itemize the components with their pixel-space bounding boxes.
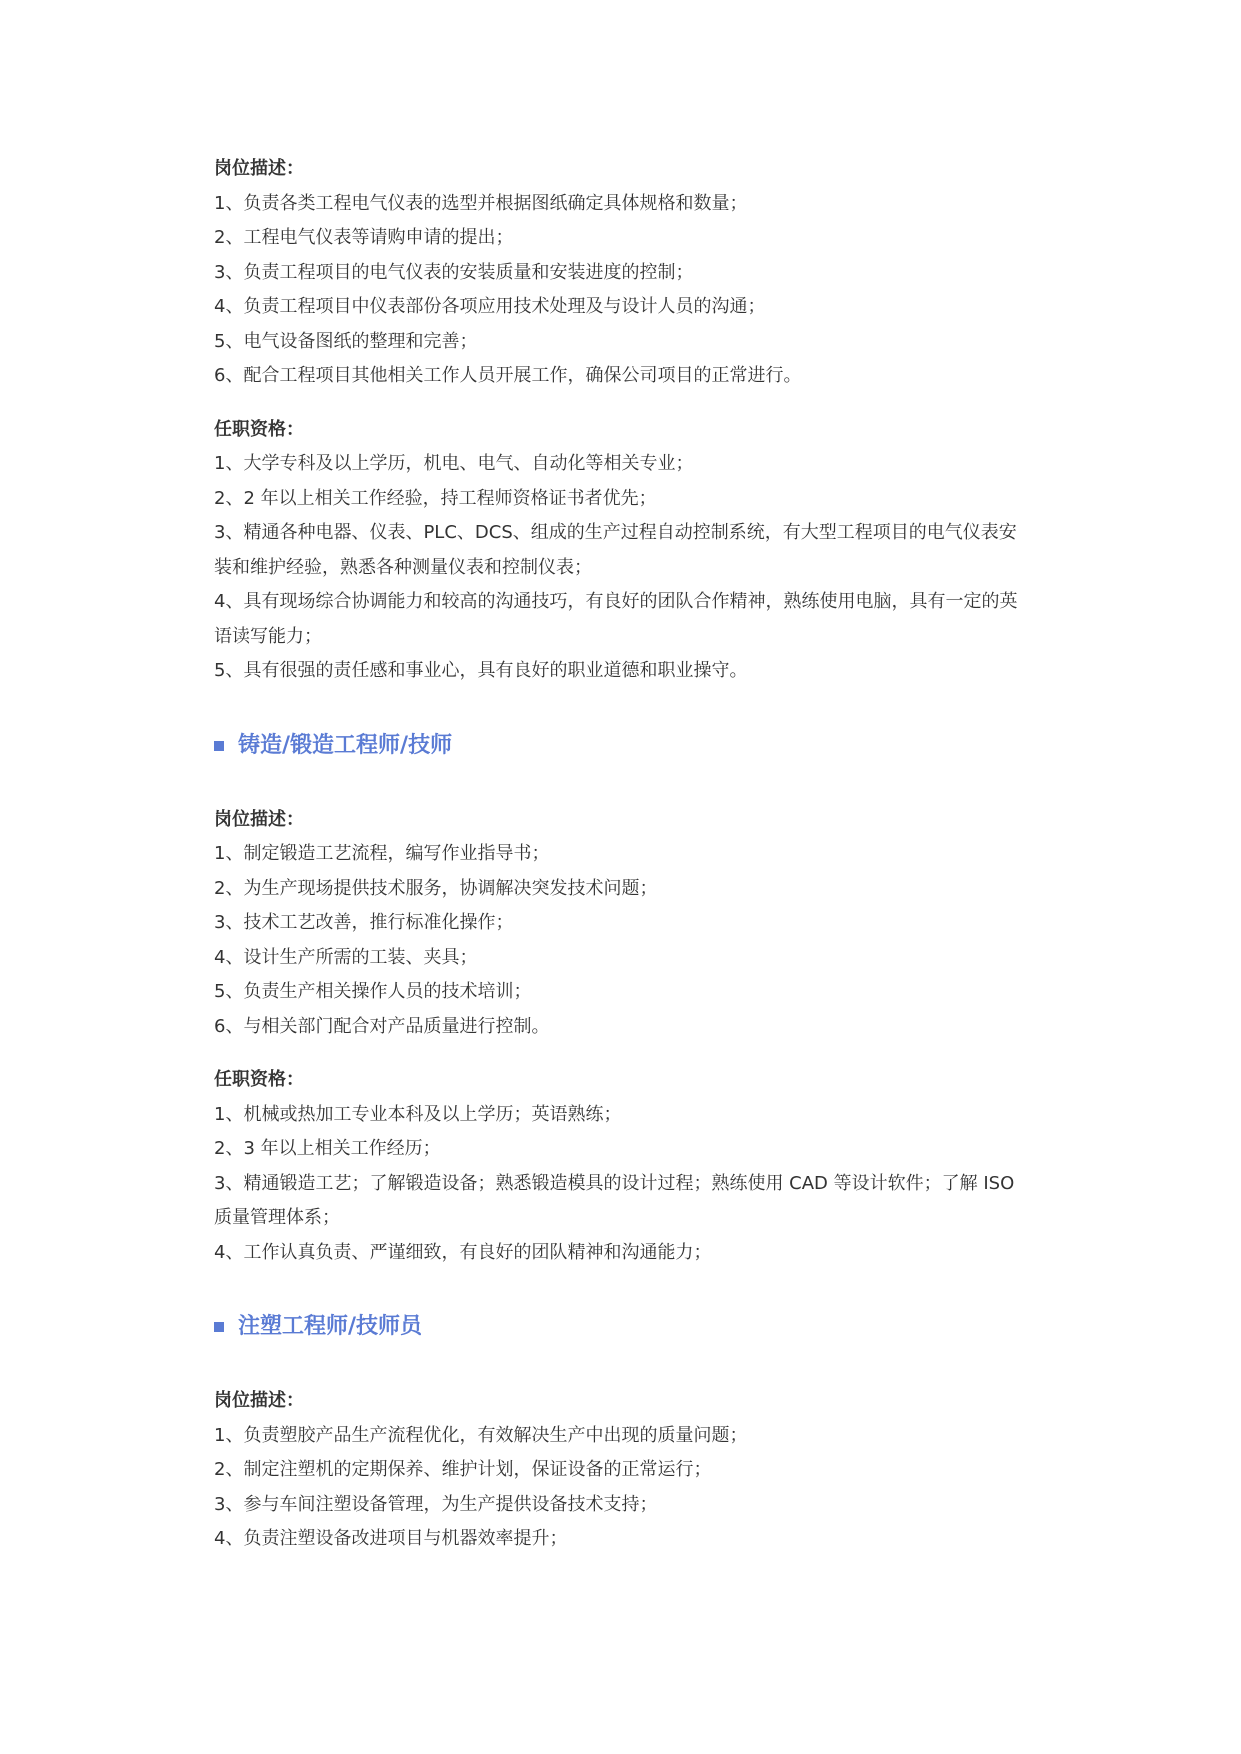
list-item: 4、负责注塑设备改进项目与机器效率提升； [214,1528,568,1549]
list-item: 6、与相关部门配合对产品质量进行控制。 [214,1015,550,1037]
qualifications-label: 任职资格： [214,418,304,440]
list-item: 1、制定锻造工艺流程，编写作业指导书； [214,843,550,864]
list-item: 5、具有很强的责任感和事业心，具有良好的职业道德和职业操守。 [214,660,748,681]
list-item: 3、负责工程项目的电气仪表的安装质量和安装进度的控制； [214,261,694,283]
list-item: 5、负责生产相关操作人员的技术培训； [214,981,532,1002]
qualifications-label: 任职资格： [214,1069,304,1090]
job-title-heading [214,1312,1024,1342]
list-item: 4、设计生产所需的工装、夹具； [214,946,478,968]
section-injection-molding-engineer [214,1312,1024,1557]
list-item: 6、配合工程项目其他相关工作人员开展工作，确保公司项目的正常进行。 [214,365,802,386]
list-item: 3、参与车间注塑设备管理，为生产提供设备技术支持； [214,1493,658,1515]
job-description-label: 岗位描述： [214,808,304,830]
list-item: 3、技术工艺改善，推行标准化操作； [214,912,514,933]
section-electrical-instrument [214,152,1024,689]
list-item: 2、制定注塑机的定期保养、维护计划，保证设备的正常运行； [214,1459,712,1480]
job-title-text: 铸造/锻造工程师/技师 [238,732,453,758]
list-item: 4、具有现场综合协调能力和较高的沟通技巧，有良好的团队合作精神，熟练使用电脑，具有一定的英语读写能力； [214,591,1018,647]
list-item: 2、3 年以上相关工作经历； [214,1138,441,1159]
list-item: 2、工程电气仪表等请购申请的提出； [214,227,514,248]
list-item: 4、负责工程项目中仪表部份各项应用技术处理及与设计人员的沟通； [214,296,766,317]
section-forging-engineer [214,731,1024,1271]
list-item: 2、2 年以上相关工作经验，持工程师资格证书者优先； [214,487,657,509]
job-title-heading [214,731,1024,761]
list-item: 3、精通锻造工艺；了解锻造设备；熟悉锻造模具的设计过程；熟练使用 CAD 等设计软件；了解 ISO 质量管理体系； [214,1172,1015,1228]
list-item: 2、为生产现场提供技术服务，协调解决突发技术问题； [214,877,658,899]
list-item: 4、工作认真负责、严谨细致，有良好的团队精神和沟通能力； [214,1241,712,1263]
list-item: 3、精通各种电器、仪表、PLC、DCS、组成的生产过程自动控制系统，有大型工程项目的电气仪表安装和维护经验，熟悉各种测量仪表和控制仪表； [214,522,1017,578]
job-title-text: 注塑工程师/技师员 [238,1314,423,1339]
list-item: 1、大学专科及以上学历，机电、电气、自动化等相关专业； [214,453,694,474]
list-item: 5、电气设备图纸的整理和完善； [214,330,478,352]
job-description-label: 岗位描述： [214,158,304,179]
list-item: 1、负责各类工程电气仪表的选型并根据图纸确定具体规格和数量； [214,192,748,214]
list-item: 1、负责塑胶产品生产流程优化，有效解决生产中出现的质量问题； [214,1424,748,1446]
square-bullet-icon [214,741,224,751]
document-page [214,152,1024,1557]
square-bullet-icon [214,1322,224,1332]
list-item: 1、机械或热加工专业本科及以上学历；英语熟练； [214,1103,622,1125]
job-description-label: 岗位描述： [214,1390,304,1411]
